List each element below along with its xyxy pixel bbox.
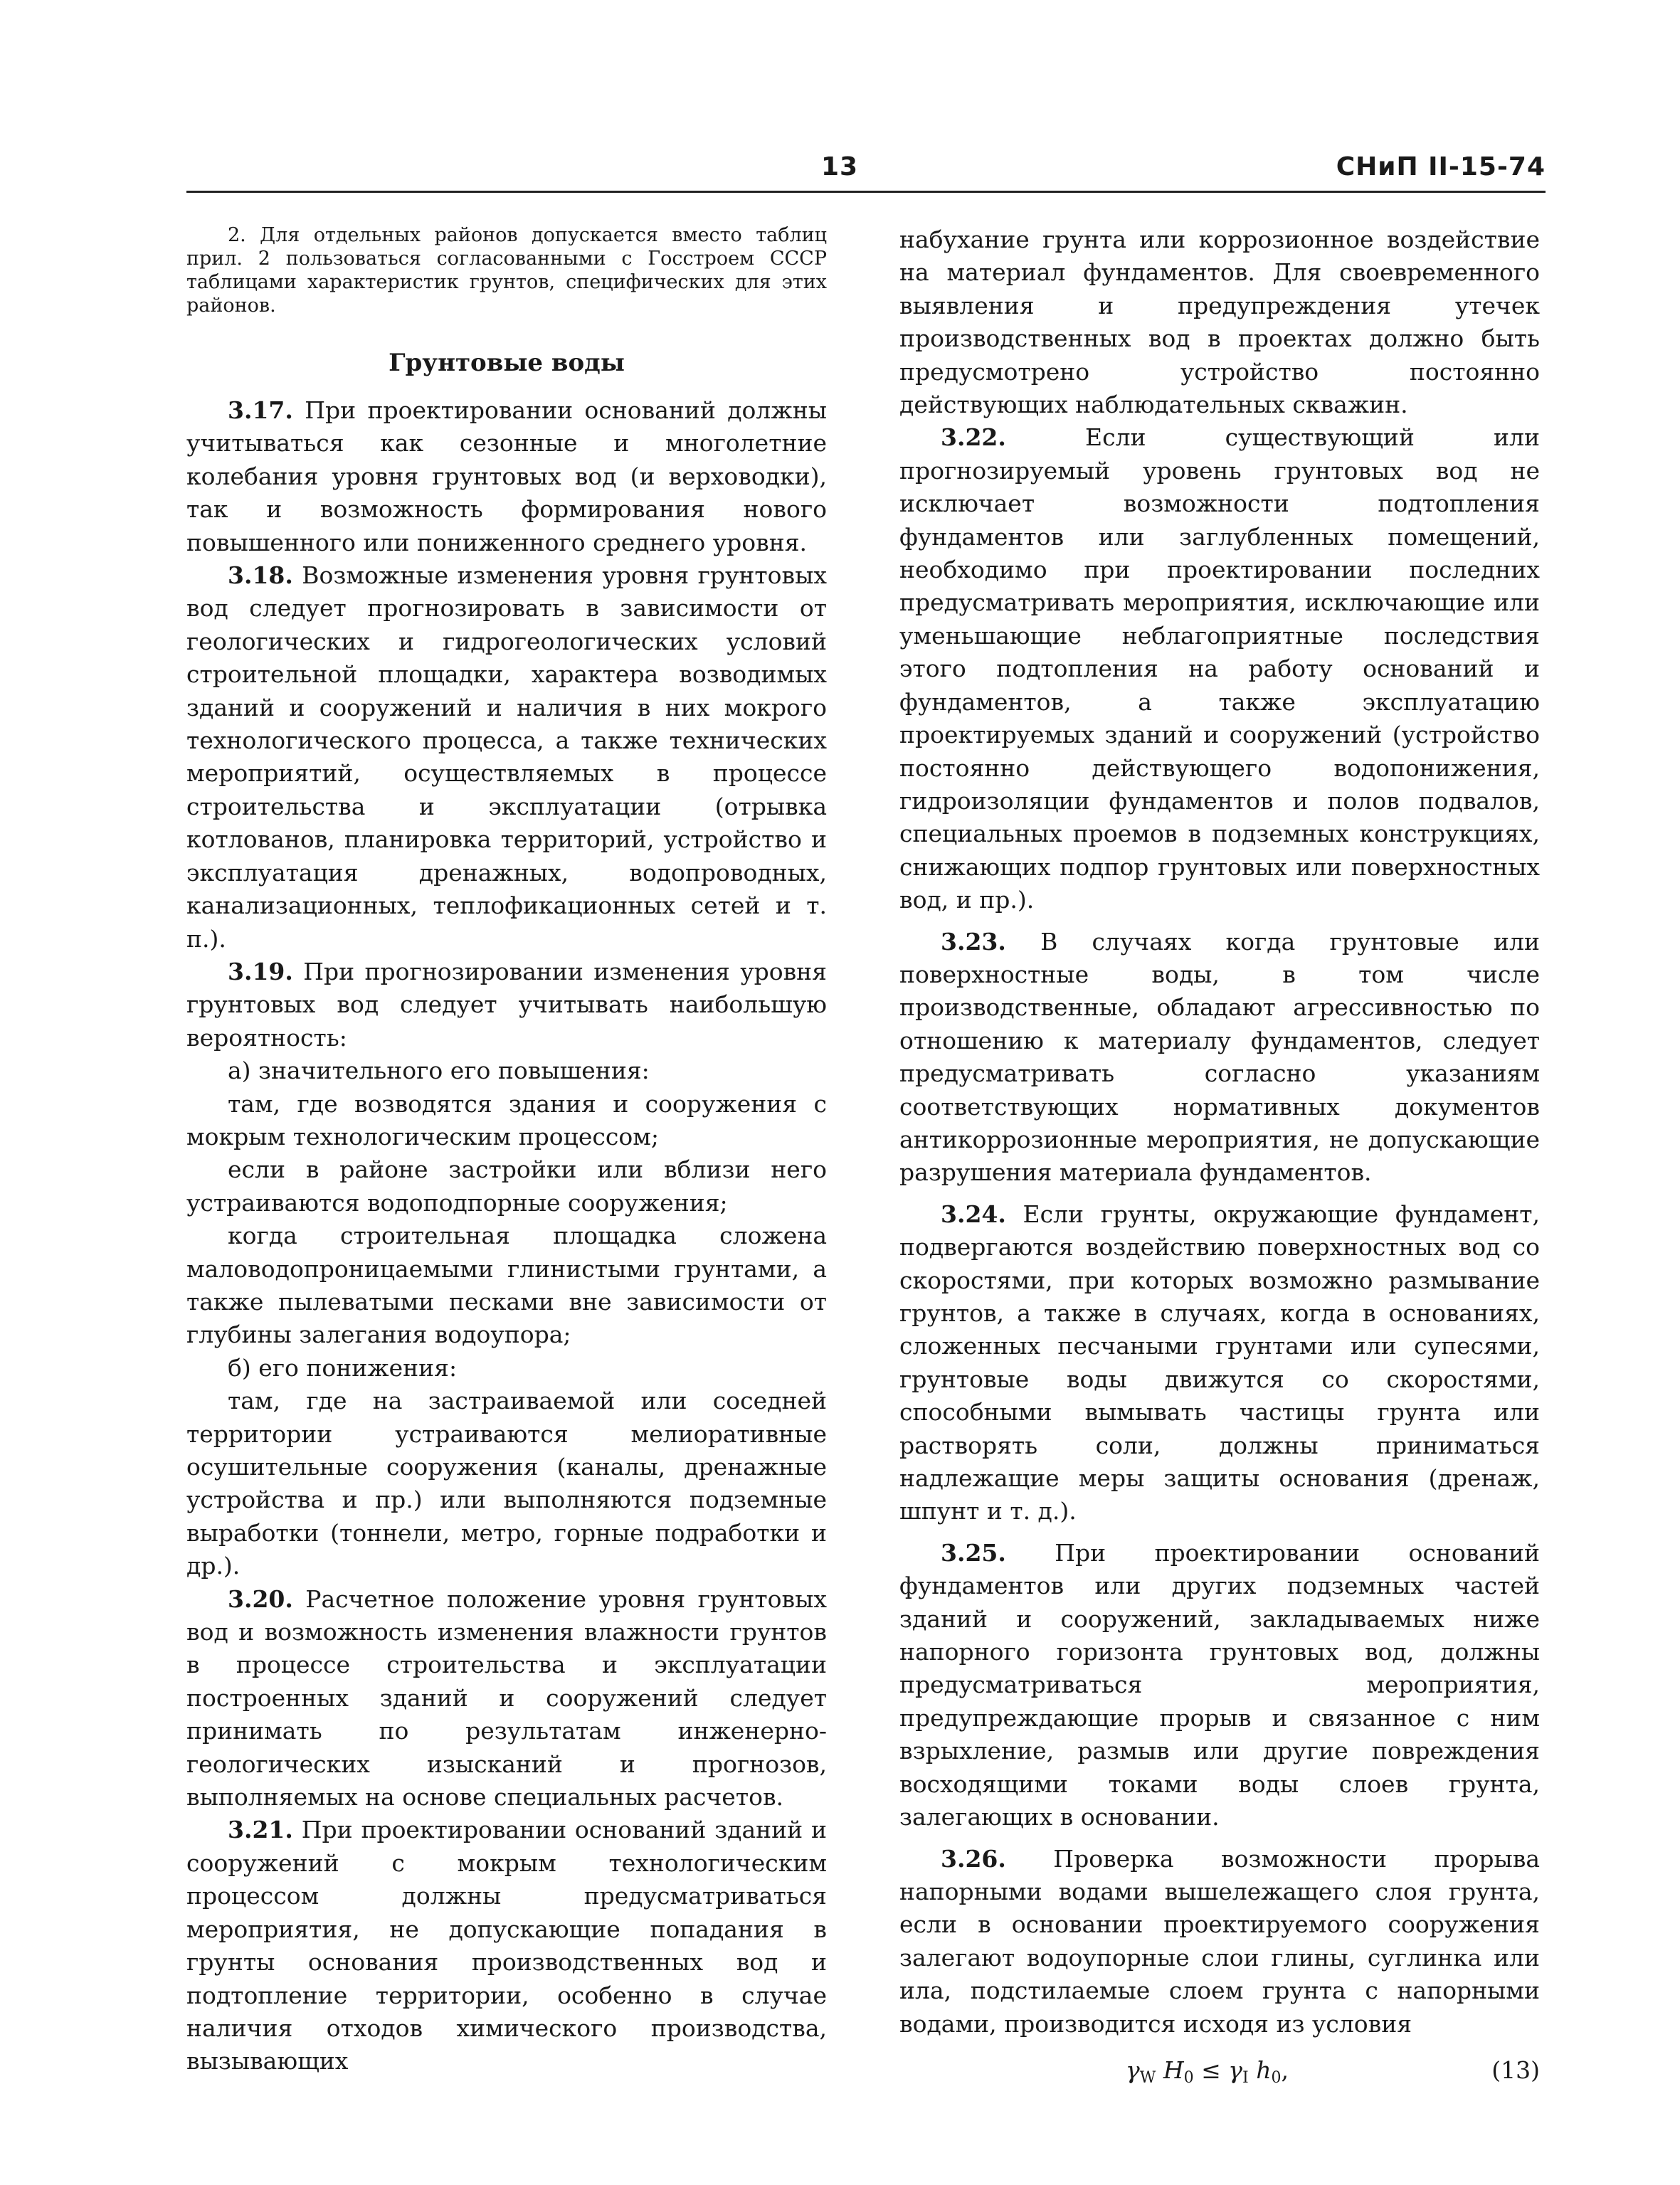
clause-3-22 [899, 421, 1540, 916]
clause-3-19 [186, 956, 827, 1054]
document-code: СНиП II-15-74 [1336, 152, 1546, 181]
clause-text: Расчетное положение уровня грунтовых вод и возможность изменения влажности грунтов в процессе строительства и эксплуатации построенных зданий и сооружений следует принимать по результатам инженерно-геологических изысканий и прогнозов, выполняемых на основе специальных расчетов. [186, 1584, 827, 1811]
page-number: 13 [821, 152, 859, 181]
formula-sub-w: W [1139, 2068, 1156, 2087]
clause-3-23 [899, 926, 1540, 1190]
left-column [186, 223, 827, 2078]
clause-number: 3.19. [228, 957, 293, 985]
clause-3-19-a: а) значительного его повышения: [228, 1057, 650, 1085]
clause-text: В случаях когда грунтовые или поверхностные воды, в том числе производственные, обладают агрессивностью по отношению к материалу фундаментов, следует предусматривать согласно указаниям соответствующих нормативных документов антикоррозионные мероприятия, не допускающие разрушения материала фундаментов. [899, 927, 1540, 1187]
clause-3-21 [186, 1814, 827, 2078]
formula-gamma-w: γ [1126, 2056, 1140, 2084]
clause-text: Возможные изменения уровня грунтовых вод следует прогнозировать в зависимости от геологических и гидрогеологических условий строительной площадки, характера возводимых зданий и сооружений и наличия в них мокрого технологического процесса, а также технических мероприятий, осуществляемых в процессе строительства и эксплуатации (отрывка котлованов, планировка территорий, устройство и эксплуатация дренажных, водопроводных, канализационных, теплофикационных сетей и т. п.). [186, 561, 827, 953]
formula-h-lower: h [1256, 2056, 1272, 2084]
clause-3-20 [186, 1583, 827, 1814]
clause-number: 3.24. [941, 1200, 1006, 1228]
section-heading: Грунтовые воды [389, 349, 625, 377]
clause-text: Если грунты, окружающие фундамент, подвергаются воздействию поверхностных вод со скоростями, при которых возможно размывание грунтов, а также в случаях, когда в основаниях, сложенных песчаными грунтами или супесями, грунтовые воды движутся со скоростями, способными вымывать частицы грунта или растворять соли, должны приниматься надлежащие меры защиты основания (дренаж, шпунт и т. д.). [899, 1200, 1540, 1525]
formula-expression [1126, 2056, 1289, 2087]
formula-sub-0b: 0 [1271, 2068, 1282, 2087]
clause-3-25 [899, 1537, 1540, 1834]
clause-text: При прогнозировании изменения уровня грунтовых вод следует учитывать наибольшую вероятность: [186, 957, 827, 1052]
clause-text: Проверка возможности прорыва напорными водами вышележащего слоя грунта, если в основании проектируемого сооружения залегают водоупорные слои глины, суглинка или ила, подстилаемые слоем грунта с напорными водами, производится исходя из условия [899, 1844, 1540, 2038]
clause-number: 3.23. [941, 927, 1006, 956]
formula-13 [899, 2052, 1540, 2095]
clause-3-19-a-2: если в районе застройки или вблизи него устраиваются водоподпорные сооружения; [186, 1155, 827, 1217]
clause-number: 3.26. [941, 1844, 1006, 1873]
clause-text: При проектировании оснований фундаментов или других подземных частей зданий и сооружений, закладываемых ниже напорного горизонта грунтовых вод, должны предусматриваться мероприятия, предупреждающие прорыв и связанное с ним взрыхление, размыв или другие повреждения восходящими токами воды слоев грунта, залегающих в основании. [899, 1538, 1540, 1831]
clause-text: Если существующий или прогнозируемый уровень грунтовых вод не исключает возможности подтопления фундаментов или заглубленных помещений, необходимо при проектировании последних предусматривать мероприятия, исключающие или уменьшающие неблагоприятные последствия этого подтопления на работу оснований и фундаментов, а также эксплуатацию проектируемых зданий и сооружений (устройство постоянно действующего водопонижения, гидроизоляции фундаментов и полов подвалов, специальных проемов в подземных конструкциях, снижающих подпор грунтовых или поверхностных вод, и пр.). [899, 423, 1540, 914]
clause-3-19-a-1: там, где возводятся здания и сооружения с мокрым технологическим процессом; [186, 1089, 827, 1150]
page-header [186, 152, 1546, 195]
clause-text: При проектировании оснований зданий и сооружений с мокрым технологическим процессом должны предусматриваться мероприятия, не допускающие попадания в грунты основания производственных вод и подтопление территории, особенно в случае наличия отходов химического производства, вызывающих [186, 1816, 827, 2075]
clause-number: 3.22. [941, 423, 1006, 452]
clause-3-19-b-1: там, где на застраиваемой или соседней территории устраиваются мелиоративные осушительные сооружения (каналы, дренажные устройства и пр.) или выполняются подземные выработки (тоннели, метро, горные подработки и др.). [186, 1387, 827, 1580]
formula-comma: , [1281, 2056, 1289, 2084]
clause-number: 3.18. [228, 561, 293, 590]
clause-3-18 [186, 559, 827, 956]
formula-sub-0: 0 [1183, 2068, 1194, 2087]
clause-3-26 [899, 1843, 1540, 2041]
formula-gamma-i: γ [1228, 2056, 1243, 2084]
formula-le: ≤ [1201, 2056, 1221, 2084]
clause-3-21-continued: набухание грунта или коррозионное воздействие на материал фундаментов. Для своевременного выявления и предупреждения утечек производственных вод в проектах должно быть предусмотрено устройство постоянно действующих наблюдательных скважин. [899, 226, 1540, 419]
clause-number: 3.17. [228, 396, 293, 424]
clause-3-24 [899, 1198, 1540, 1528]
equation-number: (13) [1491, 2056, 1540, 2084]
clause-number: 3.21. [228, 1816, 293, 1844]
clause-3-19-b: б) его понижения: [228, 1353, 458, 1382]
right-column [899, 223, 1540, 2095]
clause-text: При проектировании оснований должны учитываться как сезонные и многолетние колебания уровня грунтовых вод (и верховодки), так и возможность формирования нового повышенного или пониженного среднего уровня. [186, 396, 827, 556]
clause-number: 3.25. [941, 1538, 1006, 1567]
clause-3-19-a-3: когда строительная площадка сложена маловодопроницаемыми глинистыми грунтами, а также пылеватыми песками вне зависимости от глубины залегания водоупора; [186, 1222, 827, 1349]
clause-number: 3.20. [228, 1584, 293, 1613]
clause-3-17 [186, 394, 827, 559]
formula-h-upper: H [1163, 2056, 1184, 2084]
header-rule [186, 191, 1546, 193]
formula-sub-i: I [1242, 2068, 1249, 2087]
note-2: 2. Для отдельных районов допускается вместо таблиц прил. 2 пользоваться согласованными с Госстроем СССР таблицами характеристик грунтов, специфических для этих районов. [186, 224, 827, 317]
